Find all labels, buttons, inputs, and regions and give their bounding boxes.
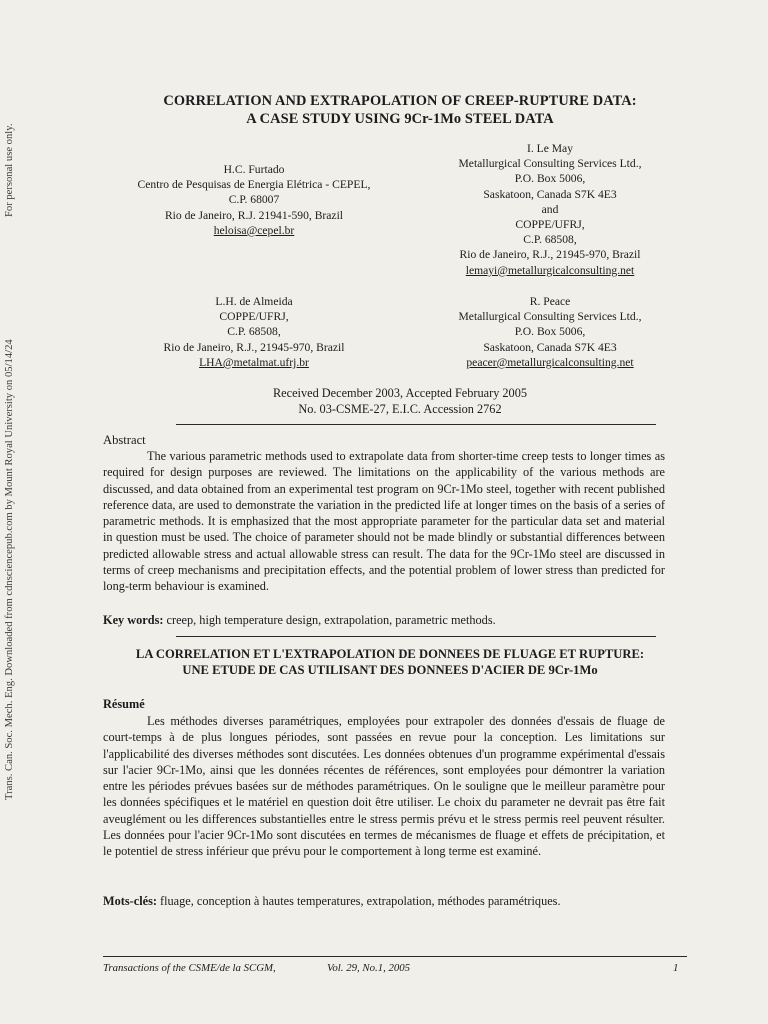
divider-rule (176, 636, 656, 637)
affiliation-line: C.P. 68007 (228, 193, 280, 207)
keywords (103, 613, 496, 628)
author-block-peace (400, 294, 700, 370)
author-email[interactable]: lemayi@metallurgicalconsulting.net (465, 263, 635, 277)
received-info (150, 385, 650, 417)
affiliation-line: P.O. Box 5006, (514, 172, 586, 186)
affiliation-line: C.P. 68508, (523, 233, 577, 247)
affiliation-line: Metallurgical Consulting Services Ltd., (458, 157, 642, 171)
mots-cles (103, 894, 561, 909)
affiliation-line: COPPE/UFRJ, (219, 310, 289, 324)
keywords-text: creep, high temperature design, extrapolation, parametric methods. (163, 613, 496, 627)
divider-rule (176, 424, 656, 425)
author-name: L.H. de Almeida (215, 295, 293, 308)
french-title-line-1: LA CORRELATION ET L'EXTRAPOLATION DE DONNEES DE FLUAGE ET RUPTURE: (135, 647, 645, 661)
affiliation-line: C.P. 68508, (227, 325, 281, 339)
author-block-furtado (104, 162, 404, 238)
french-title-line-2: UNE ETUDE DE CAS UTILISANT DES DONNEES D'ACIER DE 9Cr-1Mo (182, 663, 598, 677)
affiliation-line: and (541, 202, 559, 216)
resume-text: Les méthodes diverses paramétriques, employées pour extrapoler des données d'essais de fluage de court-temps à de plus longues périodes, sont passées en revue pour la conception. Les limitations sur l'applicabilité des diverses méthodes sont discutées. Les données obtenues d'un programme expérimental d'essais sur l'acier 9Cr-1Mo, ainsi que les données récentes de références, sont employées pour démontrer la variation entre les périodes prévues basées sur de méthodes paramétriques. On le souligne que le meilleur paramètre pour les données spécifiques et le matériel en question doit être utiliser. Le choix du parameter ne devrait pas être fait aveuglément ou les differences substantielles entre le stress permis prévu et le stress permis reel peuvent résulter. Les données pour l'acier 9Cr-1Mo sont discutées en termes de mécanismes de fluage et effets de précipitation, et le potentiel de stress inférieur que prévu pour le comportement à long terme est examiné. (103, 714, 665, 859)
author-name: I. Le May (526, 142, 574, 155)
affiliation-line: Centro de Pesquisas de Energia Elétrica - CEPEL, (137, 178, 371, 192)
author-block-lemay (400, 141, 700, 278)
watermark-line-1: Trans. Can. Soc. Mech. Eng. Downloaded from cdnsciencepub.com by Mount Royal University on 05/14/24 (4, 339, 15, 800)
download-watermark (3, 123, 33, 800)
keywords-label: Key words: (103, 613, 164, 627)
author-name: H.C. Furtado (223, 163, 285, 176)
author-email[interactable]: LHA@metalmat.ufrj.br (199, 355, 309, 369)
resume-heading: Résumé (103, 697, 145, 711)
abstract-heading: Abstract (103, 433, 146, 447)
footer-journal: Transactions of the CSME/de la SCGM, (103, 962, 276, 974)
affiliation-line: Rio de Janeiro, R.J., 21945-970, Brazil (163, 340, 345, 354)
affiliation-line: Rio de Janeiro, R.J. 21941-590, Brazil (164, 208, 344, 222)
affiliation-line: Saskatoon, Canada S7K 4E3 (483, 187, 617, 201)
paper-title-line-2: A CASE STUDY USING 9Cr-1Mo STEEL DATA (246, 111, 554, 127)
author-email[interactable]: peacer@metallurgicalconsulting.net (466, 355, 634, 369)
footer-volume: Vol. 29, No.1, 2005 (327, 962, 411, 974)
affiliation-line: COPPE/UFRJ, (515, 218, 585, 232)
footer-rule (103, 956, 687, 957)
author-block-almeida (104, 294, 404, 370)
author-name: R. Peace (529, 295, 571, 308)
affiliation-line: Metallurgical Consulting Services Ltd., (458, 310, 642, 324)
abstract-text: The various parametric methods used to extrapolate data from shorter-time creep tests to longer times as required for design purposes are reviewed. The limitations on the applicability of the various methods are discussed, and data obtained from an experimental test program on 9Cr-1Mo steel, together with recent published reference data, are used to demonstrate the variation in the predicted life at longer times on the basis of a series of parametric methods. It is emphasized that the most appropriate parameter for the particular data set and material in question must be used. The choice of parameter should not be made blindly or substantial differences between predicted allowable stress and actual allowable stress can result. The data for the 9Cr-1Mo steel are discussed in terms of creep mechanisms and precipitation effects, and the potential problem of lower stress than predicted for long-term behaviour is examined. (103, 449, 665, 594)
affiliation-line: Saskatoon, Canada S7K 4E3 (483, 340, 617, 354)
footer-page-number: 1 (673, 962, 679, 974)
accession-number: No. 03-CSME-27, E.I.C. Accession 2762 (298, 402, 502, 416)
affiliation-line: Rio de Janeiro, R.J., 21945-970, Brazil (459, 248, 641, 262)
watermark-line-2: For personal use only. (4, 123, 15, 218)
affiliation-line: P.O. Box 5006, (514, 325, 586, 339)
received-dates: Received December 2003, Accepted February 2005 (272, 386, 528, 400)
mots-cles-label: Mots-clés: (103, 894, 157, 908)
mots-cles-text: fluage, conception à hautes temperatures, extrapolation, méthodes paramétriques. (156, 894, 561, 908)
paper-title-line-1: CORRELATION AND EXTRAPOLATION OF CREEP-RUPTURE DATA: (163, 93, 637, 109)
author-email[interactable]: heloisa@cepel.br (213, 223, 295, 237)
